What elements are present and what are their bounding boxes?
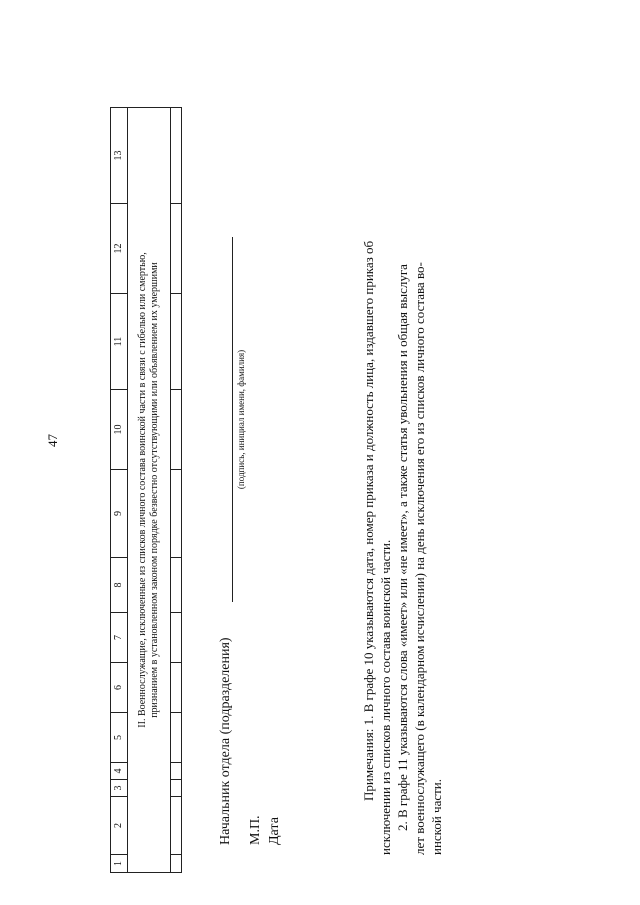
note-line: исключении из списков личного состава воинской части. (378, 539, 393, 855)
section-header-row (128, 108, 171, 873)
column-number: 2 (111, 797, 128, 855)
note-line: лет военнослужащего (в календарном исчислении) на день исключения его из списков личного состава во- (412, 262, 427, 855)
column-number: 6 (111, 663, 128, 713)
column-number: 3 (111, 780, 128, 797)
column-number: 5 (111, 713, 128, 763)
column-number: 12 (111, 204, 128, 294)
stamp-label: М.П. (248, 815, 263, 845)
column-number: 11 (111, 294, 128, 390)
column-number-row (111, 108, 128, 873)
note-line: Примечания: 1. В графе 10 указываются дата, номер приказа и должность лица, издавшего приказ об (361, 240, 376, 801)
head-of-department-label: Начальник отдела (подразделения) (218, 637, 233, 845)
note-line: 2. В графе 11 указываются слова «имеет» или «не имеет», а также статья увольнения и общая выслуга (395, 264, 410, 831)
signature-caption: (подпись, инициал имени, фамилия) (236, 349, 246, 490)
page-number: 47 (45, 434, 60, 447)
notes (360, 20, 445, 855)
personnel-table (110, 107, 182, 873)
section-header-line-1: II. Военнослужащие, исключенные из списков личного состава воинской части в связи с гибелью или смертью, (137, 252, 148, 728)
column-number: 8 (111, 558, 128, 613)
column-number: 9 (111, 470, 128, 558)
column-number: 1 (111, 855, 128, 873)
section-header (128, 108, 171, 873)
date-label: Дата (267, 817, 282, 845)
column-number: 10 (111, 390, 128, 470)
signature-line (232, 237, 233, 602)
section-header-line-2: признанием в установленном законом порядке безвестно отсутствующими или объявлением их умершими (149, 262, 160, 718)
empty-row (171, 108, 182, 873)
note-line: инской части. (429, 778, 444, 855)
column-number: 4 (111, 763, 128, 780)
rotated-page (0, 20, 640, 885)
column-number: 13 (111, 108, 128, 204)
column-number: 7 (111, 613, 128, 663)
